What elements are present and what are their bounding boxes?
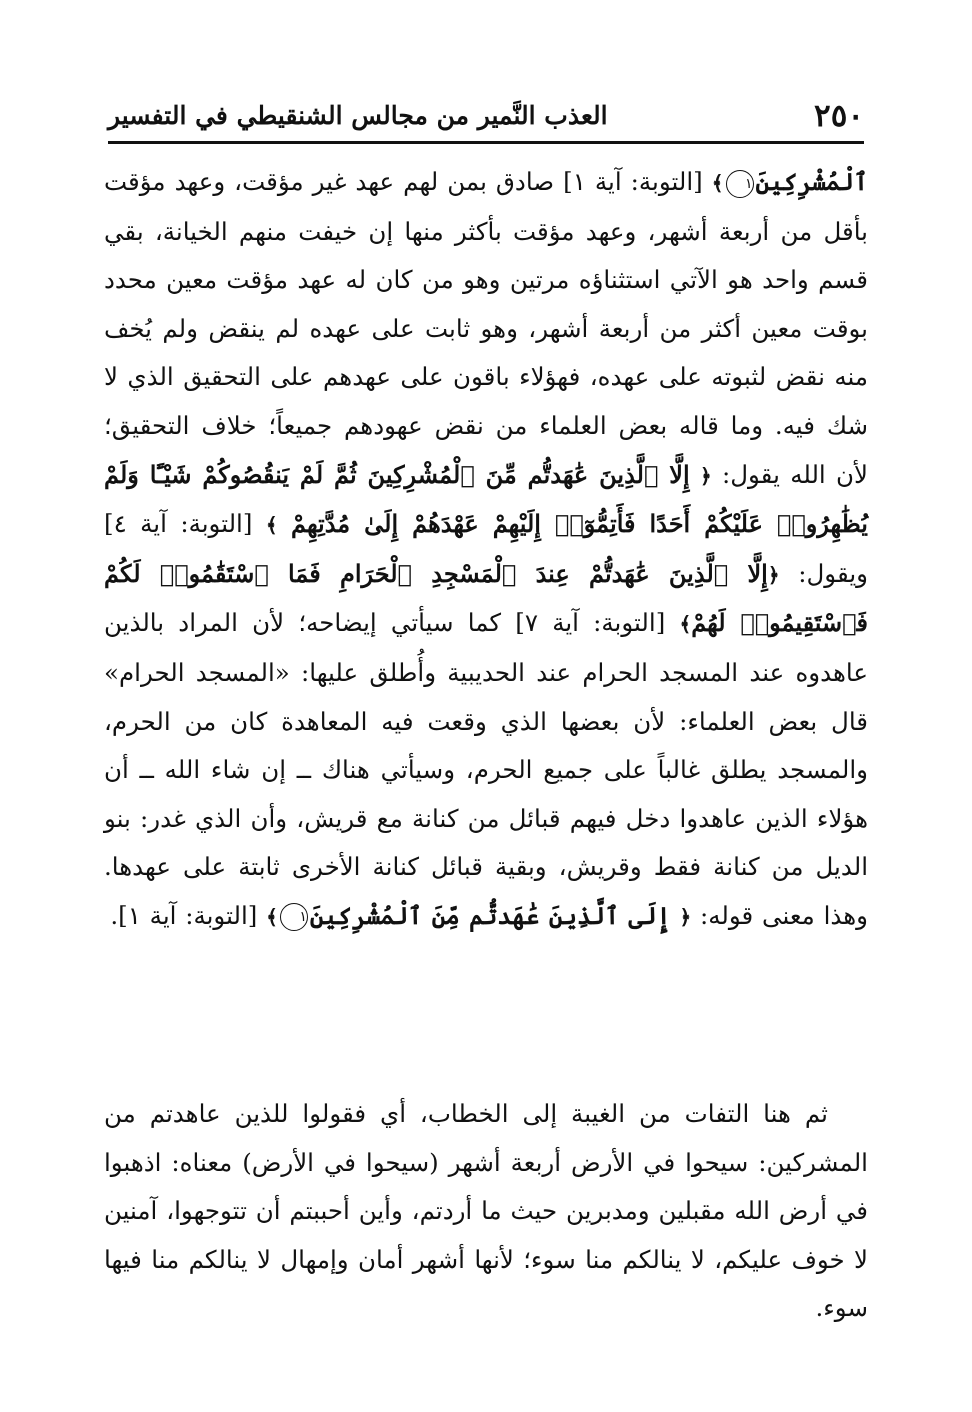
quote-open-bracket-icon: ﴿: [679, 904, 692, 929]
paragraph-text: [التوبة: آية ١] صادق بمن لهم عهد غير مؤقت، وعهد مؤقت بأقل من أربعة أشهر، وعهد مؤقت بأكثر منها إن خيفت منهم الخيانة، بقي قسم واحد هو الآتي استثناؤه مرتين وهو من كان له عهد مؤقت معين محدد بوقت معين أكثر من أربعة أشهر، وهو ثابت على عهده لم ينقض ولم يُخف منه نقض لثبوته على عهده، فهؤلاء باقون على عهدهم على التحقيق الذي لا شك فيه. وما قاله بعض العلماء من نقض عهودهم جميعاً؛ خلاف التحقيق؛ لأن الله يقول:: [104, 167, 869, 489]
quote-open-bracket-icon: ﴿: [699, 463, 712, 488]
paragraph-text: [التوبة: آية ١].: [110, 900, 258, 930]
quran-verse-quote: إِلَّا ٱلَّذِينَ عَٰهَدتُّم مِّنَ ٱلْمُشْرِكِينَ ثُمَّ لَمْ يَنقُصُوكُمْ شَيْـًٔا وَلَمْ يُظَٰهِرُوا۟ عَلَيْكُمْ أَحَدًا فَأَتِمُّوٓا۟ إِلَيْهِمْ عَهْدَهُمْ إِلَىٰ مُدَّتِهِمْ: [104, 459, 868, 539]
quran-verse-fragment: ٱلْمُشْرِكِينَ: [755, 167, 868, 196]
paragraph-text: ثم هنا التفات من الغيبة إلى الخطاب، أي فقولوا للذين عاهدتم من المشركين: سيحوا في الأرض أربعة أشهر (سيحوا في الأرض) معناه: اذهبوا في أرض الله مقبلين ومدبرين حيث ما أردتم، وأين أحببتم أن تتوجهوا، آمنين لا خوف عليكم، لا ينالكم منا سوء؛ لأنها أشهر أمان وإمهال لا ينالكم منا فيها سوء.: [104, 1099, 868, 1323]
quran-verse-quote: إِلَى ٱلَّذِينَ عَٰهَدتُّم مِّنَ ٱلْمُشْرِكِينَ: [309, 900, 671, 930]
running-title: العذب النَّمير من مجالس الشنقيطي في التفسير: [108, 101, 608, 130]
aya-number-marker: ١: [726, 170, 754, 198]
quote-close-bracket-icon: ﴾: [266, 904, 278, 929]
quote-close-bracket-icon: ﴾: [265, 513, 278, 538]
paragraph-text: [التوبة: آية ٤] ويقول:: [104, 509, 868, 588]
page-header: [108, 92, 864, 136]
body-paragraph-1: [104, 158, 868, 942]
body-paragraph-2: [104, 1090, 868, 1333]
header-divider: [108, 141, 864, 144]
quote-close-bracket-icon: ﴾: [679, 612, 692, 637]
aya-number-marker: ١: [280, 903, 308, 931]
quran-verse-quote: إِلَّا ٱلَّذِينَ عَٰهَدتُّمْ عِندَ ٱلْمَسْجِدِ ٱلْحَرَامِ فَمَا ٱسْتَقَٰمُوا۟ لَكُمْ فَٱسْتَقِيمُوا۟ لَهُمْ: [104, 558, 869, 638]
quote-open-bracket-icon: ﴿: [767, 562, 780, 587]
paragraph-text: [التوبة: آية ٧] كما سيأتي إيضاحه؛ لأن المراد بالذين عاهدوه عند المسجد الحرام عند الحديبية وأُطلق عليها: «المسجد الحرام» قال بعض العلماء: لأن بعضها الذي وقعت فيه المعاهدة كان من الحرم، والمسجد يطلق غالباً على جميع الحرم، وسيأتي هناك ــ إن شاء الله ــ أن هؤلاء الذين عاهدوا دخل فيهم قبائل من كنانة مع قريش، وأن الذي غدر: بنو الديل من كنانة فقط وقريش، وبقية قبائل كنانة الأخرى ثابتة على عهدها. وهذا معنى قوله:: [104, 608, 868, 930]
quote-close-bracket-icon: ﴾: [711, 171, 724, 195]
page-number: ٢٥٠: [814, 98, 864, 134]
